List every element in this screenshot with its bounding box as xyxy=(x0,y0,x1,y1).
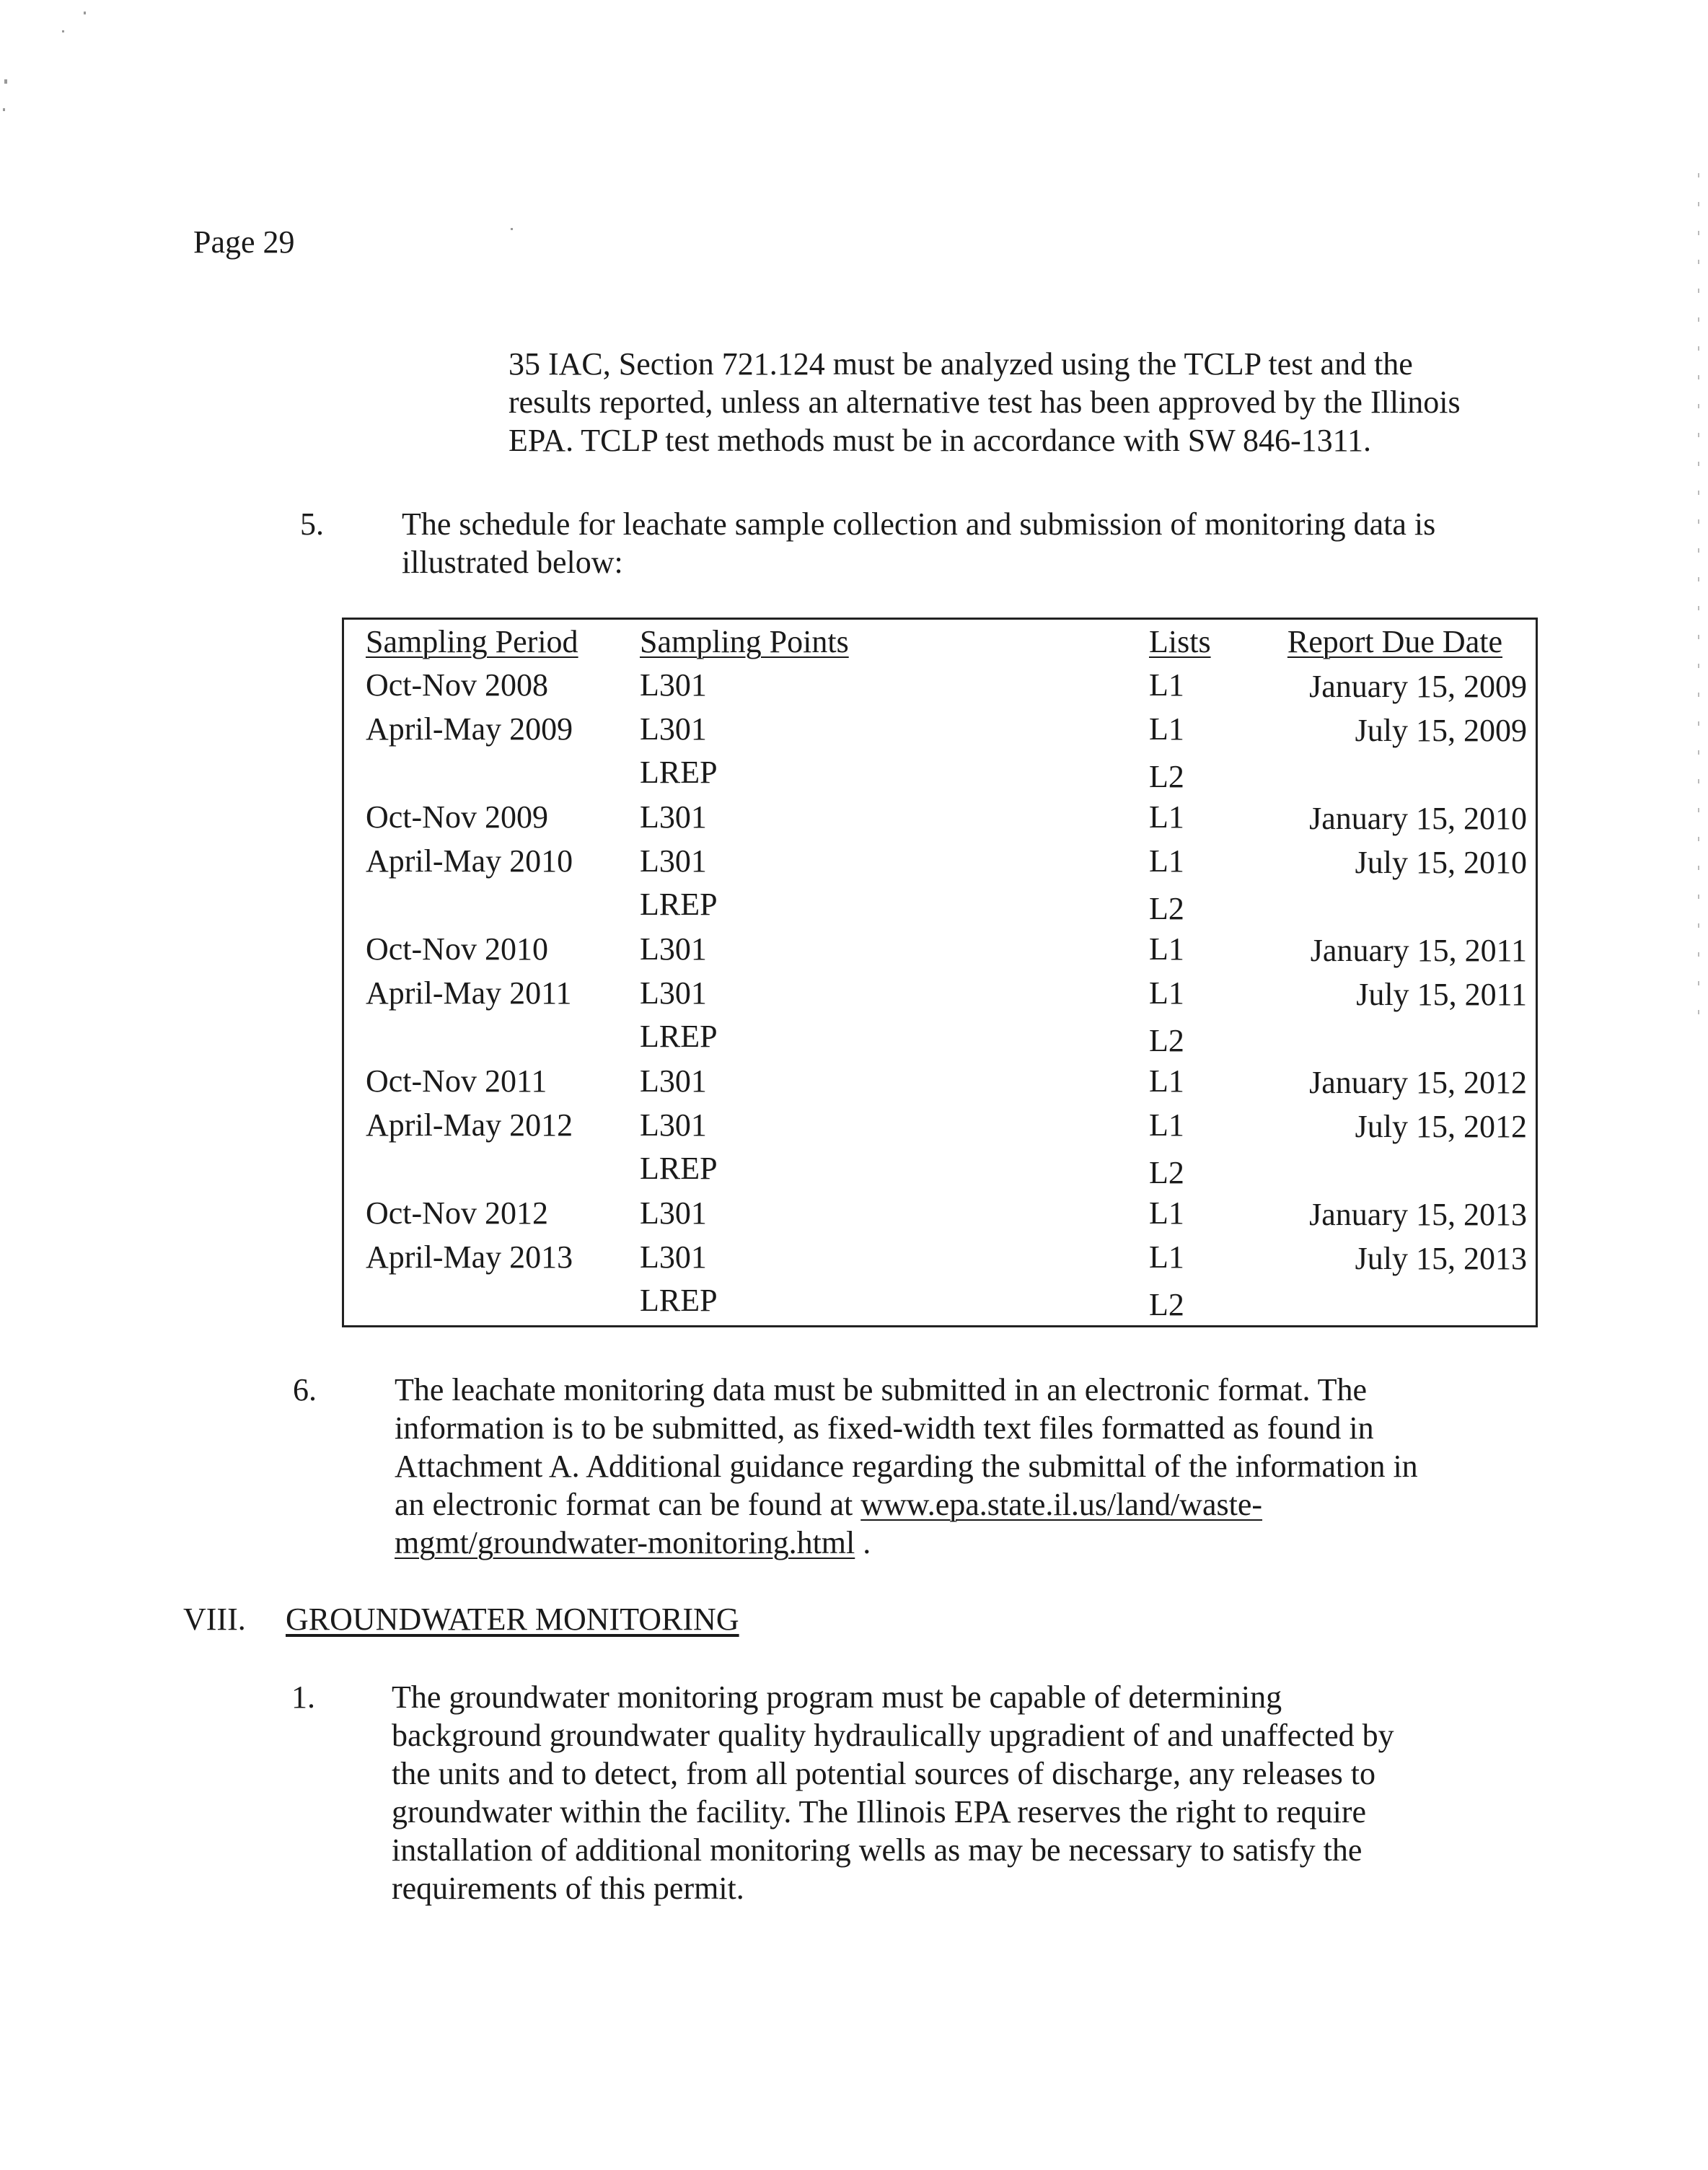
cell-sampling-period: Oct-Nov 2012 xyxy=(366,1195,548,1231)
guidance-link[interactable]: www.epa.state.il.us/land/waste- xyxy=(860,1487,1263,1522)
cell-sampling-point: L301 xyxy=(640,1107,707,1143)
paragraph-line: requirements of this permit. xyxy=(392,1871,744,1906)
header-sampling-points: Sampling Points xyxy=(640,624,849,659)
cell-sampling-point: LREP xyxy=(640,887,718,922)
cell-report-due-date: January 15, 2013 xyxy=(1309,1197,1527,1232)
cell-sampling-point: L301 xyxy=(640,931,707,967)
cell-sampling-period: April-May 2011 xyxy=(366,975,572,1011)
cell-report-due-date: July 15, 2011 xyxy=(1356,977,1527,1012)
scan-speck xyxy=(4,79,7,84)
paragraph-line: EPA. TCLP test methods must be in accordance with SW 846-1311. xyxy=(509,423,1372,458)
page-label: Page 29 xyxy=(193,224,295,260)
cell-sampling-period: April-May 2013 xyxy=(366,1239,573,1275)
continuation-paragraph xyxy=(509,345,1461,460)
table-header-row xyxy=(344,620,1536,666)
cell-list: L2 xyxy=(1149,759,1184,794)
paragraph-line: illustrated below: xyxy=(402,545,623,580)
cell-sampling-period: Oct-Nov 2011 xyxy=(366,1063,547,1099)
cell-sampling-period: Oct-Nov 2008 xyxy=(366,667,548,703)
paragraph-line: 35 IAC, Section 721.124 must be analyzed using the TCLP test and the xyxy=(509,346,1413,382)
table-row xyxy=(344,1062,1536,1105)
cell-list: L1 xyxy=(1149,843,1184,879)
cell-sampling-period: April-May 2010 xyxy=(366,843,573,879)
cell-sampling-point: L301 xyxy=(640,667,707,703)
cell-report-due-date: January 15, 2011 xyxy=(1310,933,1527,968)
cell-sampling-point: L301 xyxy=(640,975,707,1011)
paragraph-line: The groundwater monitoring program must be capable of determining xyxy=(392,1679,1282,1715)
guidance-link-continued[interactable]: mgmt/groundwater-monitoring.html xyxy=(395,1525,855,1560)
paragraph-line: installation of additional monitoring wells as may be necessary to satisfy the xyxy=(392,1832,1363,1868)
cell-list: L1 xyxy=(1149,1107,1184,1143)
scan-edge-marks xyxy=(1698,173,1699,1039)
cell-list: L1 xyxy=(1149,711,1184,747)
cell-sampling-point: L301 xyxy=(640,843,707,879)
section-title: GROUNDWATER MONITORING xyxy=(286,1602,739,1637)
scan-speck xyxy=(3,108,5,111)
cell-report-due-date: July 15, 2009 xyxy=(1355,713,1527,748)
item-5-text xyxy=(402,505,1435,581)
table-row xyxy=(344,930,1536,973)
cell-list: L1 xyxy=(1149,799,1184,835)
item-number: 5. xyxy=(300,506,324,542)
header-sampling-period: Sampling Period xyxy=(366,624,578,659)
item-1-text xyxy=(392,1678,1394,1907)
cell-sampling-period: Oct-Nov 2009 xyxy=(366,799,548,835)
schedule-table xyxy=(342,618,1538,1327)
table-row xyxy=(344,798,1536,841)
section-number: VIII. xyxy=(183,1602,246,1637)
paragraph-line xyxy=(395,1524,1418,1562)
paragraph-line: The schedule for leachate sample collection and submission of monitoring data is xyxy=(402,506,1436,542)
cell-sampling-point: L301 xyxy=(640,1239,707,1275)
table-row xyxy=(344,666,1536,709)
header-report-due-date: Report Due Date xyxy=(1287,624,1502,659)
cell-list: L2 xyxy=(1149,1155,1184,1190)
cell-sampling-point: LREP xyxy=(640,1151,718,1186)
table-row xyxy=(344,1106,1536,1192)
cell-sampling-point: L301 xyxy=(640,1063,707,1099)
cell-list: L2 xyxy=(1149,891,1184,926)
paragraph-line: the units and to detect, from all potential sources of discharge, any releases to xyxy=(392,1756,1375,1791)
cell-list: L1 xyxy=(1149,1063,1184,1099)
cell-list: L1 xyxy=(1149,667,1184,703)
table-row xyxy=(344,1238,1536,1325)
line-text: . xyxy=(855,1525,871,1560)
cell-sampling-period: Oct-Nov 2010 xyxy=(366,931,548,967)
paragraph-line: Attachment A. Additional guidance regarding the submittal of the information in xyxy=(395,1449,1418,1484)
scan-speck xyxy=(511,228,513,230)
scan-speck xyxy=(62,30,64,32)
line-text: an electronic format can be found at xyxy=(395,1487,861,1522)
cell-sampling-point: L301 xyxy=(640,711,707,747)
scan-speck xyxy=(84,12,86,14)
cell-sampling-point: LREP xyxy=(640,1283,718,1318)
table-row xyxy=(344,842,1536,928)
cell-report-due-date: January 15, 2010 xyxy=(1309,801,1527,836)
cell-sampling-point: LREP xyxy=(640,755,718,790)
cell-sampling-point: LREP xyxy=(640,1019,718,1054)
cell-list: L1 xyxy=(1149,1195,1184,1231)
cell-sampling-point: L301 xyxy=(640,799,707,835)
cell-sampling-period: April-May 2009 xyxy=(366,711,573,747)
cell-sampling-period: April-May 2012 xyxy=(366,1107,573,1143)
cell-list: L1 xyxy=(1149,1239,1184,1275)
cell-report-due-date: July 15, 2013 xyxy=(1355,1241,1527,1276)
cell-report-due-date: July 15, 2012 xyxy=(1355,1109,1527,1144)
cell-report-due-date: July 15, 2010 xyxy=(1355,845,1527,880)
header-lists: Lists xyxy=(1149,624,1211,659)
item-number: 6. xyxy=(293,1372,317,1407)
paragraph-line: groundwater within the facility. The Illinois EPA reserves the right to require xyxy=(392,1794,1367,1829)
table-row xyxy=(344,710,1536,796)
paragraph-line: information is to be submitted, as fixed-width text files formatted as found in xyxy=(395,1410,1374,1446)
cell-report-due-date: January 15, 2012 xyxy=(1309,1065,1527,1100)
table-row xyxy=(344,1194,1536,1237)
cell-list: L2 xyxy=(1149,1287,1184,1322)
paragraph-line: background groundwater quality hydraulically upgradient of and unaffected by xyxy=(392,1718,1394,1753)
paragraph-line: results reported, unless an alternative test has been approved by the Illinois xyxy=(509,385,1461,420)
item-6-text xyxy=(395,1371,1418,1562)
paragraph-line: The leachate monitoring data must be submitted in an electronic format. The xyxy=(395,1372,1368,1407)
item-number: 1. xyxy=(291,1679,315,1715)
paragraph-line xyxy=(395,1485,1418,1524)
table-row xyxy=(344,974,1536,1060)
cell-sampling-point: L301 xyxy=(640,1195,707,1231)
cell-list: L1 xyxy=(1149,931,1184,967)
cell-list: L1 xyxy=(1149,975,1184,1011)
cell-report-due-date: January 15, 2009 xyxy=(1309,669,1527,704)
cell-list: L2 xyxy=(1149,1023,1184,1058)
